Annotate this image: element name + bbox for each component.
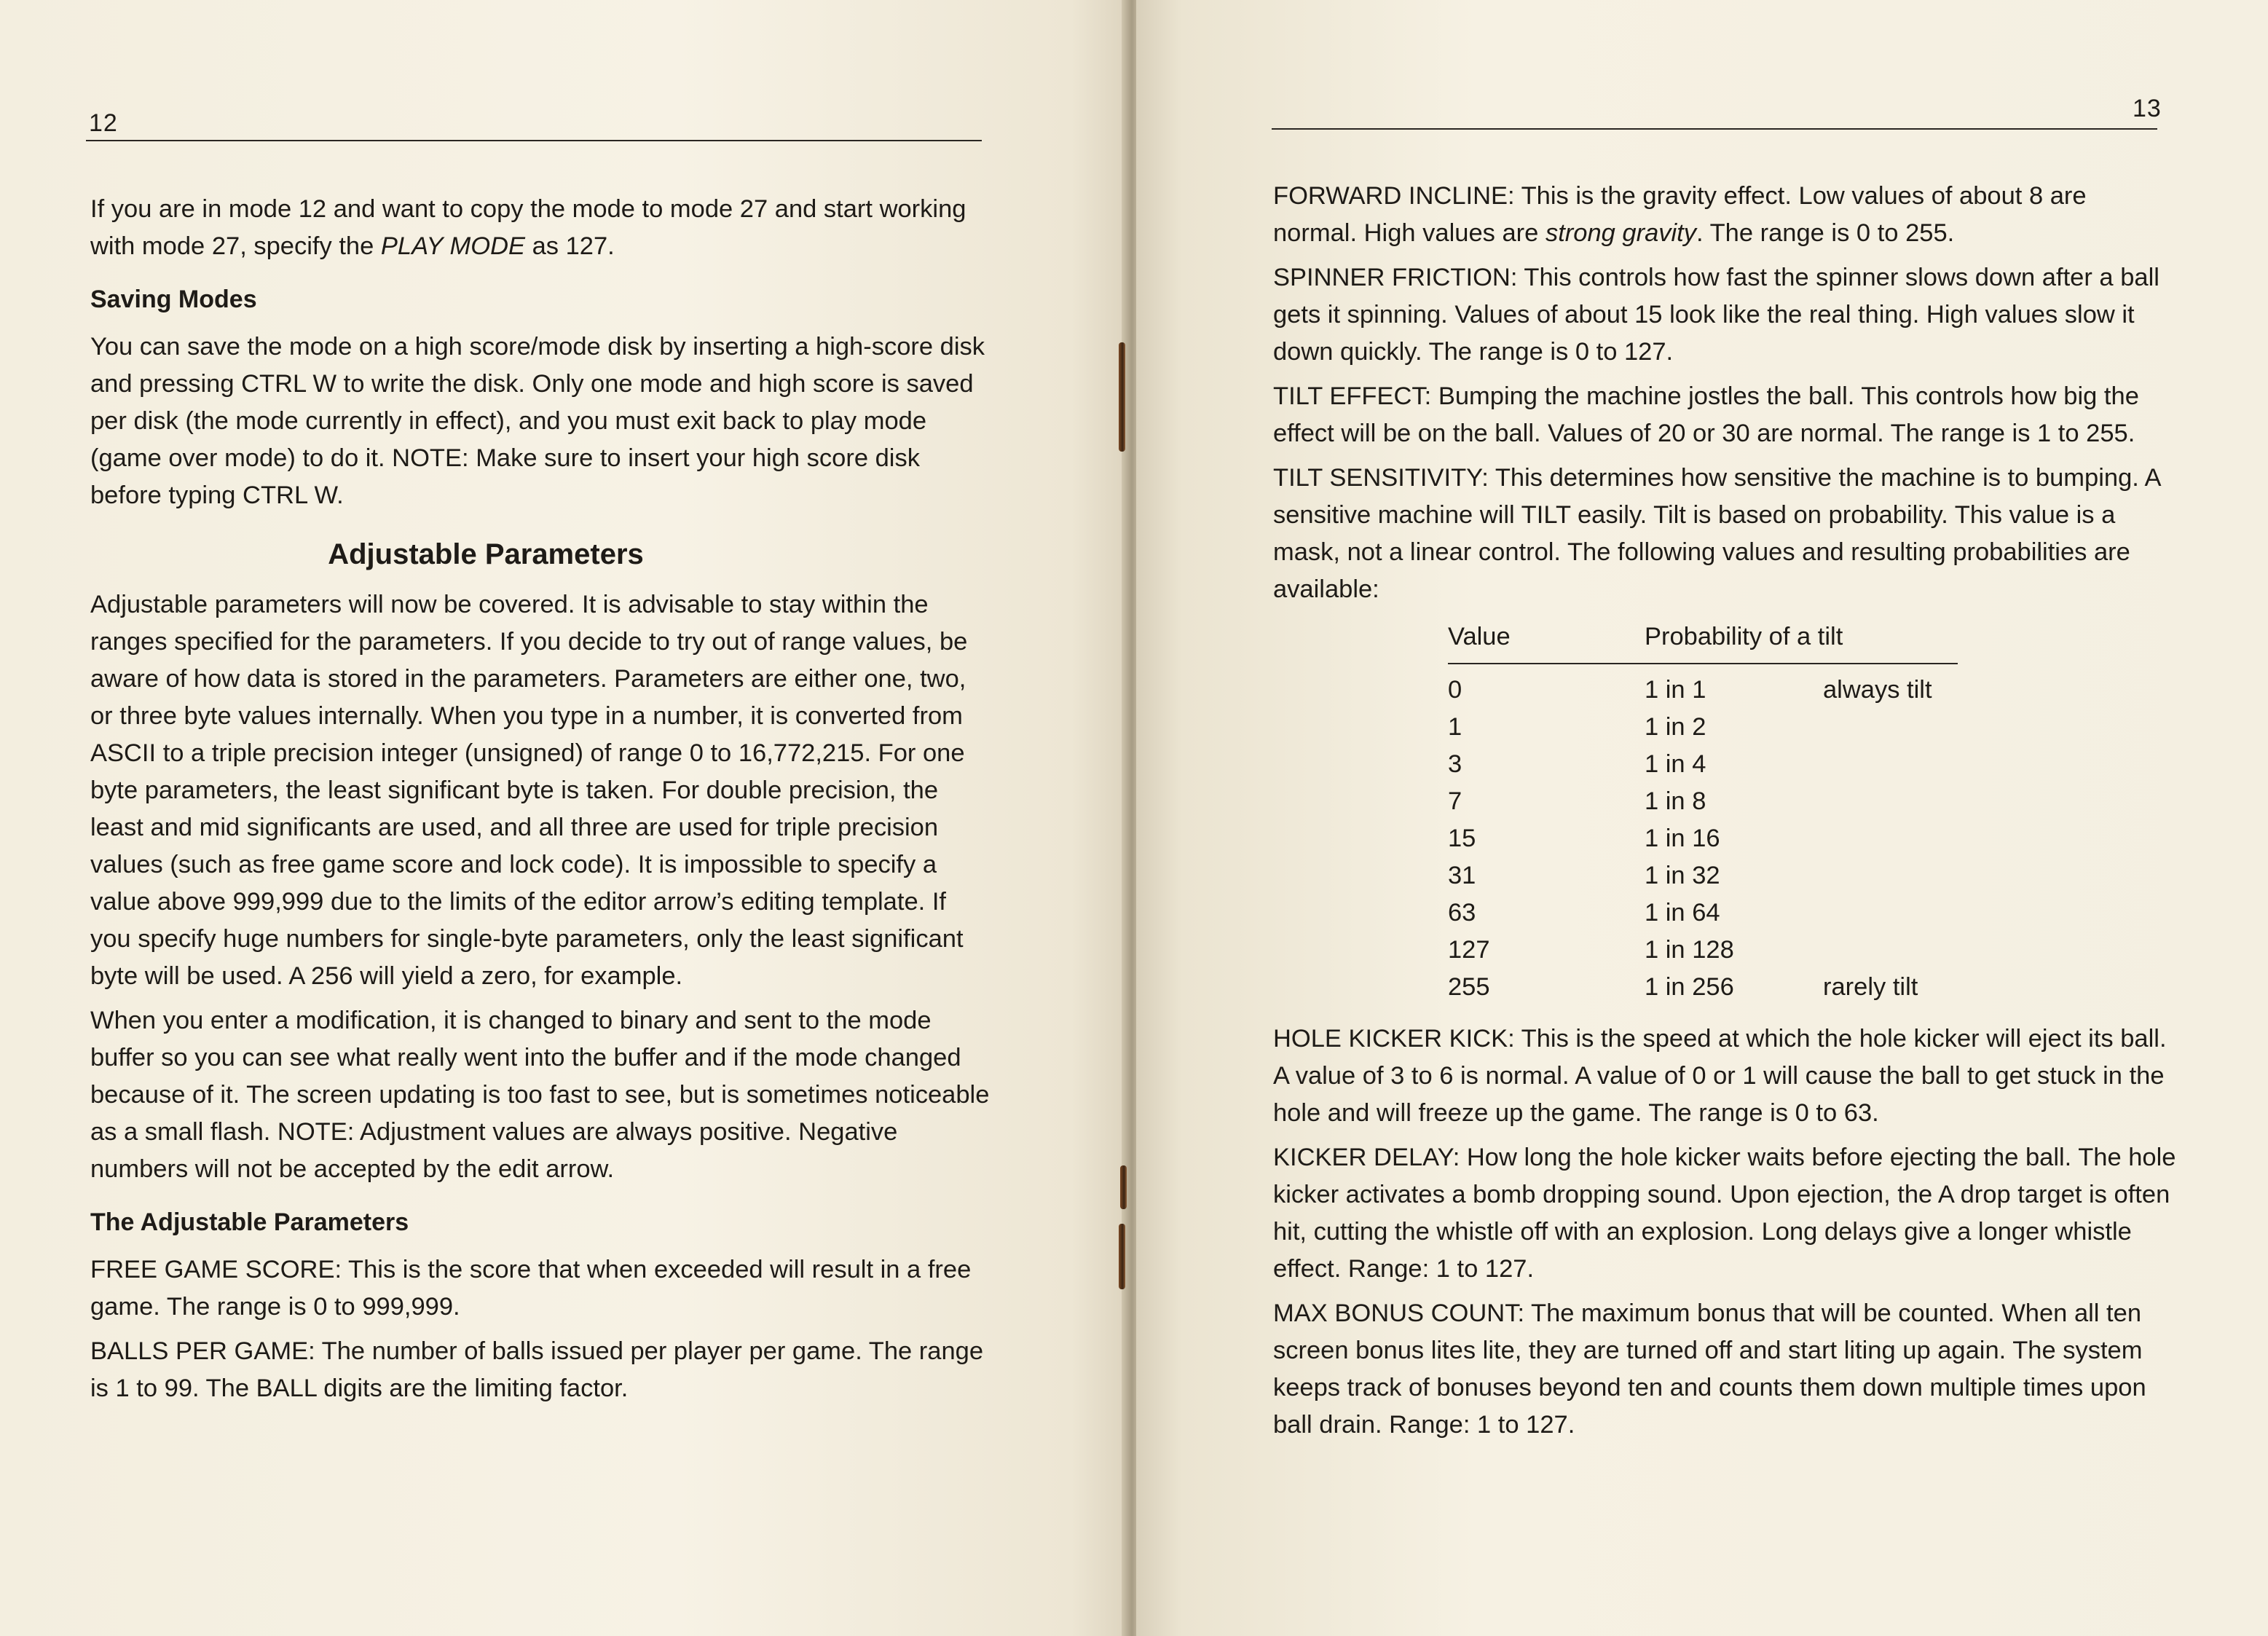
saving-modes-paragraph: You can save the mode on a high score/mode disk by inserting a high-score disk and pressing CTRL W to write the disk. Only one mode and high score is saved per disk (the mode currently in effect), and you must exit back to play mode (game over mode) to do it. NOTE: Make sure to insert your high score disk before typing CTRL W.: [90, 333, 985, 509]
right-page: [1136, 0, 2268, 1636]
right-page-content: [1273, 178, 2176, 1451]
note-cell: [1823, 894, 1958, 932]
balls-per-game-paragraph: BALLS PER GAME: The number of balls issued per player per game. The range is 1 to 99. The BALL digits are the limiting factor.: [90, 1337, 984, 1402]
value-cell: 15: [1448, 825, 1476, 852]
header-rule: [86, 140, 982, 141]
probability-cell: 1 in 64: [1645, 899, 1720, 927]
probability-cell: 1 in 256: [1645, 973, 1734, 1001]
note-cell: always tilt: [1823, 676, 1932, 704]
spinner-friction-paragraph: SPINNER FRICTION: This controls how fast the spinner slows down after a ball gets it spinning. Values of about 15 look like the real thing. High values slow it down quickly. The range is 0 to 127.: [1273, 264, 2159, 366]
probability-cell: 1 in 8: [1645, 787, 1706, 815]
table-row: [1448, 932, 1958, 969]
value-cell: 255: [1448, 973, 1490, 1001]
probability-cell: 1 in 32: [1645, 862, 1720, 889]
table-row: [1448, 746, 1958, 783]
note-cell: rarely tilt: [1823, 973, 1918, 1001]
left-page-content: [90, 191, 991, 1415]
value-cell: 7: [1448, 787, 1462, 815]
value-cell: 63: [1448, 899, 1476, 927]
intro-paragraph: If you are in mode 12 and want to copy the mode to mode 27 and start working with mode 27, specify the PLAY MODE as 127.: [90, 195, 966, 260]
page-number: 12: [89, 109, 118, 137]
value-cell: 0: [1448, 676, 1462, 704]
play-mode-emphasis: PLAY MODE: [380, 232, 525, 260]
adjustable-intro-paragraph: Adjustable parameters will now be covered. It is advisable to stay within the ranges specified for the parameters. If you decide to try out of range values, be aware of how data is stored in the parameters. Parameters are either one, two, or three byte values internally. When you type in a number, it is converted from ASCII to a triple precision integer (unsigned) of range 0 to 16,772,215. For one byte parameters, the least significant byte is taken. For double precision, the least and mid significants are used, and all three are used for triple precision values (such as free game score and lock code). It is impossible to specify a value above 999,999 due to the limits of the editor arrow’s editing template. If you specify huge numbers for single-byte parameters, only the least significant byte will be used. A 256 will yield a zero, for example.: [90, 591, 968, 990]
note-cell: [1823, 709, 1958, 746]
table-row: [1448, 820, 1958, 857]
kicker-delay-paragraph: KICKER DELAY: How long the hole kicker waits before ejecting the ball. The hole kicker activates a bomb dropping sound. Upon ejection, the A drop target is often hit, cutting the whistle off with an explosion. Long delays give a longer whistle effect. Range: 1 to 127.: [1273, 1144, 2176, 1283]
staple-top: [1119, 342, 1125, 452]
value-cell: 1: [1448, 713, 1462, 741]
tilt-probability-table: [1448, 618, 1958, 1006]
staple-mid: [1120, 1165, 1127, 1209]
probability-column-header: Probability of a tilt: [1645, 618, 1958, 664]
saving-modes-heading: Saving Modes: [90, 286, 257, 313]
note-cell: [1823, 932, 1958, 969]
free-game-score-paragraph: FREE GAME SCORE: This is the score that when exceeded will result in a free game. The range is 0 to 999,999.: [90, 1256, 972, 1321]
page-number: 13: [2133, 95, 2162, 122]
probability-cell: 1 in 16: [1645, 825, 1720, 852]
forward-incline-paragraph: FORWARD INCLINE: This is the gravity effect. Low values of about 8 are normal. High values are strong gravity. The range is 0 to 255.: [1273, 182, 2087, 247]
probability-cell: 1 in 4: [1645, 750, 1706, 778]
value-column-header: Value: [1448, 618, 1645, 664]
value-cell: 127: [1448, 936, 1490, 964]
probability-cell: 1 in 128: [1645, 936, 1734, 964]
probability-cell: 1 in 2: [1645, 713, 1706, 741]
table-row: [1448, 783, 1958, 820]
strong-gravity-emphasis: strong gravity: [1545, 219, 1697, 247]
value-cell: 31: [1448, 862, 1476, 889]
value-cell: 3: [1448, 750, 1462, 778]
note-cell: [1823, 857, 1958, 894]
table-row: [1448, 709, 1958, 746]
adjustable-parameters-heading: Adjustable Parameters: [328, 538, 644, 570]
tilt-effect-paragraph: TILT EFFECT: Bumping the machine jostles the ball. This controls how big the effect will be on the ball. Values of 20 or 30 are normal. The range is 1 to 255.: [1273, 382, 2139, 447]
table-row: [1448, 664, 1958, 709]
modification-paragraph: When you enter a modification, it is changed to binary and sent to the mode buffer so you can see what really went into the buffer and if the mode changed because of it. The screen updating is too fast to see, but is sometimes noticeable as a small flash. NOTE: Adjustment values are always positive. Negative numbers will not be accepted by the edit arrow.: [90, 1007, 990, 1183]
table-row: [1448, 857, 1958, 894]
left-page: [0, 0, 1127, 1636]
note-cell: [1823, 783, 1958, 820]
staple-bottom: [1119, 1224, 1125, 1289]
header-rule: [1272, 128, 2157, 130]
table-row: [1448, 894, 1958, 932]
the-adjustable-parameters-heading: The Adjustable Parameters: [90, 1208, 409, 1236]
note-cell: [1823, 820, 1958, 857]
table-header-row: [1448, 618, 1958, 664]
max-bonus-count-paragraph: MAX BONUS COUNT: The maximum bonus that will be counted. When all ten screen bonus lites lite, they are turned off and start liting up again. The system keeps track of bonuses beyond ten and counts them down multiple times upon ball drain. Range: 1 to 127.: [1273, 1299, 2146, 1439]
probability-cell: 1 in 1: [1645, 676, 1706, 704]
tilt-sensitivity-paragraph: TILT SENSITIVITY: This determines how sensitive the machine is to bumping. A sensitive machine will TILT easily. Tilt is based on probability. This value is a mask, not a linear control. The following values and resulting probabilities are available:: [1273, 464, 2160, 603]
hole-kicker-kick-paragraph: HOLE KICKER KICK: This is the speed at which the hole kicker will eject its ball. A value of 3 to 6 is normal. A value of 0 or 1 will cause the ball to get stuck in the hole and will freeze up the game. The range is 0 to 63.: [1273, 1025, 2167, 1127]
note-cell: [1823, 746, 1958, 783]
table-row: [1448, 969, 1958, 1006]
